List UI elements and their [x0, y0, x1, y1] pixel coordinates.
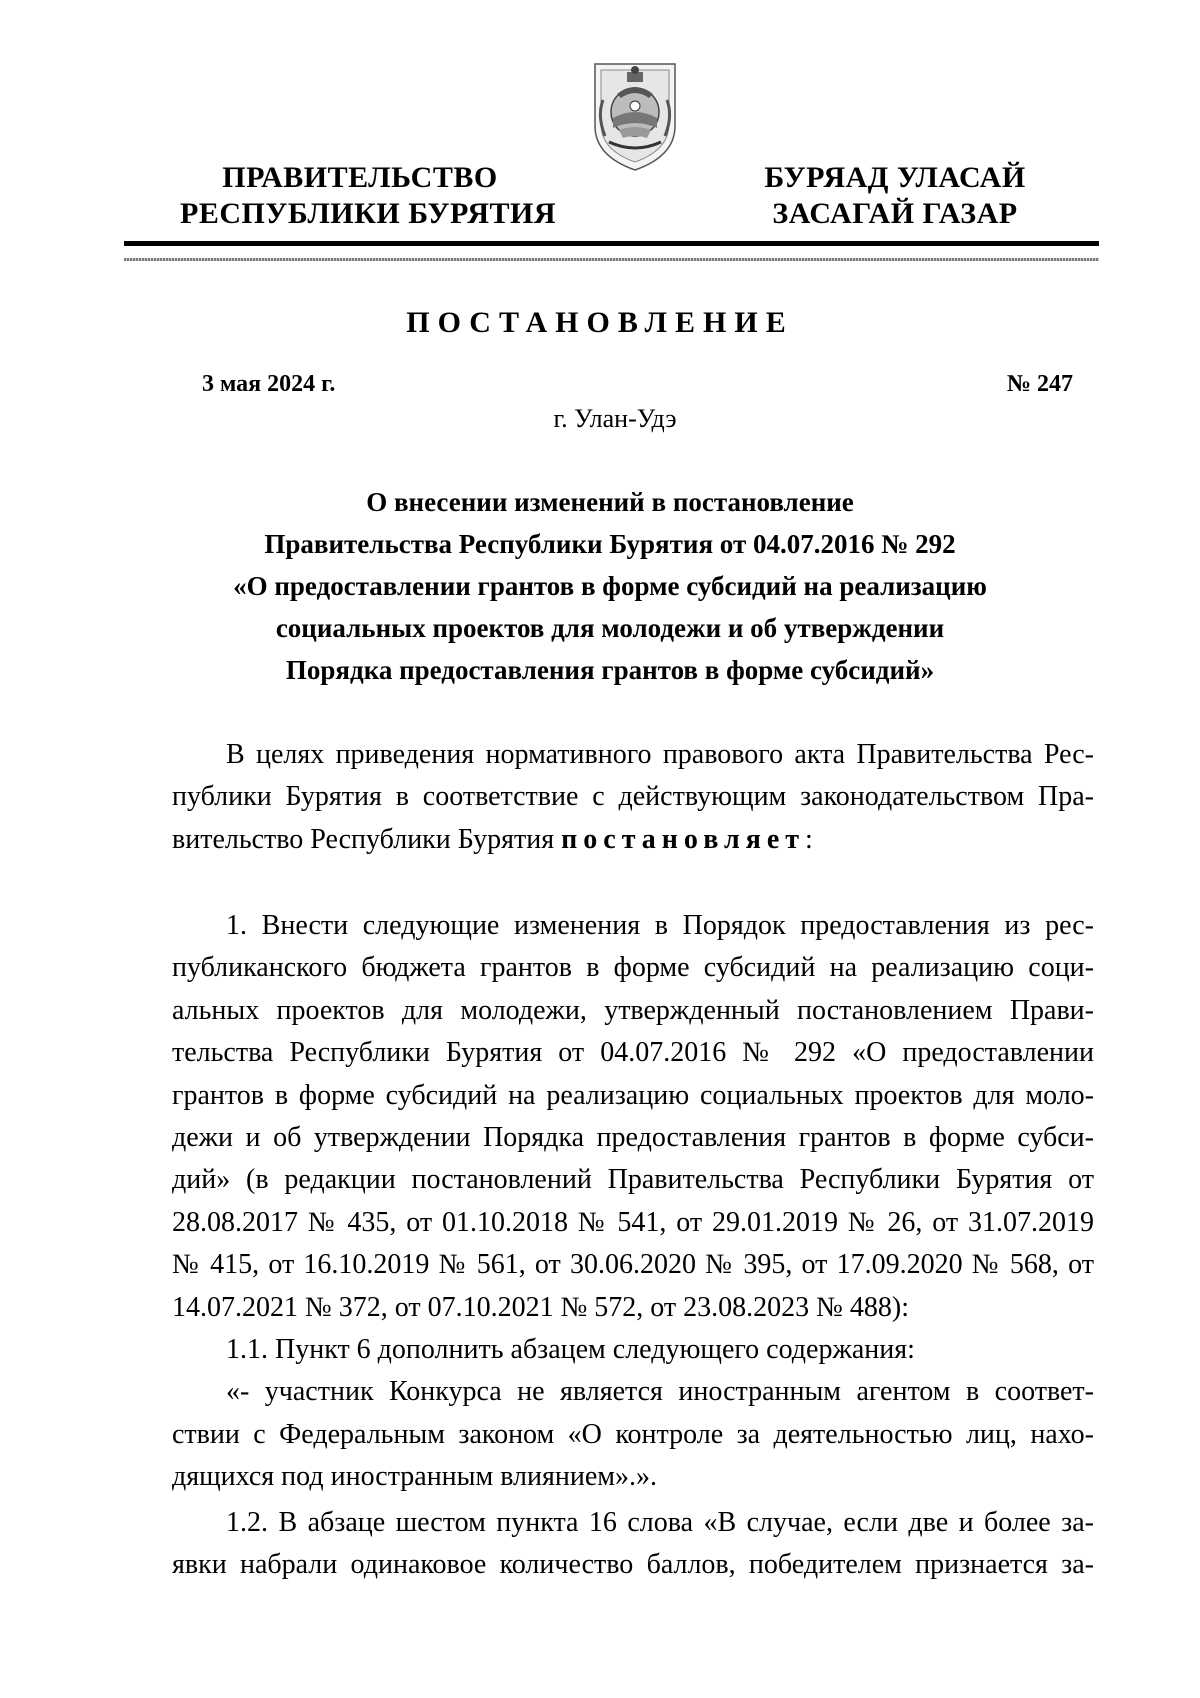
issuer-name-buryat — [750, 160, 1040, 232]
document-city: г. Улан-Удэ — [553, 404, 677, 433]
issuer-name-buryat-line1: БУРЯАД УЛАСАЙ — [764, 161, 1026, 194]
text-line: публики Бурятия в соответствие с действующим законодательством Пра- — [172, 781, 1094, 813]
text-line: 1.1. Пункт 6 дополнить абзацем следующего содержания: — [226, 1334, 915, 1365]
issuer-name-russian — [180, 160, 557, 232]
text-line: ствии с Федеральным законом «О контроле за деятельностью лиц, нахо- — [172, 1418, 1094, 1450]
title-line: Порядка предоставления грантов в форме субсидий» — [285, 655, 935, 685]
issuer-name-russian-line1: ПРАВИТЕЛЬСТВО — [222, 161, 498, 194]
text-line: 1.2. В абзаце шестом пункта 16 слова «В случае, если две и более за- — [226, 1507, 1094, 1538]
title-line: социальных проектов для молодежи и об утверждении — [275, 613, 945, 643]
clause-1-2-paragraph — [172, 1502, 1094, 1587]
document-title — [120, 481, 1100, 691]
document-type: ПОСТАНОВЛЕНИЕ — [406, 306, 794, 339]
clause-1-1-paragraph — [172, 1329, 1094, 1499]
text-line: 14.07.2021 № 372, от 07.10.2021 № 572, от 23.08.2023 № 488): — [172, 1291, 909, 1323]
text-line: публиканского бюджета грантов в форме субсидий на реализацию соци- — [172, 952, 1094, 984]
text-line: грантов в форме субсидий на реализацию социальных проектов для моло- — [172, 1079, 1094, 1111]
resolves-keyword: постановляет — [561, 823, 806, 855]
text-line: «- участник Конкурса не является иностранным агентом в соответ- — [226, 1376, 1094, 1408]
text-line: 28.08.2017 № 435, от 01.10.2018 № 541, от 29.01.2019 № 26, от 31.07.2019 — [172, 1206, 1094, 1238]
text-line: В целях приведения нормативного правового акта Правительства Рес- — [226, 739, 1094, 770]
issuer-name-buryat-line2: ЗАСАГАЙ ГАЗАР — [772, 197, 1018, 230]
preamble-colon: : — [805, 823, 813, 855]
preamble-paragraph — [172, 734, 1094, 861]
header-divider-thick — [124, 241, 1099, 246]
text-line — [172, 819, 1094, 861]
text-line: дежи и об утверждении Порядка предоставления грантов в форме субси- — [172, 1121, 1094, 1153]
text-line: 1. Внести следующие изменения в Порядок предоставления из рес- — [226, 910, 1094, 941]
title-line: Правительства Республики Бурятия от 04.07.2016 № 292 — [264, 529, 956, 559]
title-line: «О предоставлении грантов в форме субсидий на реализацию — [233, 571, 987, 601]
coat-of-arms-emblem — [589, 56, 681, 174]
text-line: явки набрали одинаковое количество баллов, победителем признается за- — [172, 1549, 1094, 1581]
document-date: 3 мая 2024 г. — [202, 371, 336, 397]
document-number: № 247 — [1006, 371, 1073, 397]
header-divider-thin — [124, 258, 1099, 261]
text-line: дящихся под иностранным влиянием».». — [172, 1461, 657, 1493]
title-line: О внесении изменений в постановление — [366, 487, 854, 517]
preamble-text: вительство Республики Бурятия — [172, 823, 562, 855]
text-line: № 415, от 16.10.2019 № 561, от 30.06.2020 № 395, от 17.09.2020 № 568, от — [172, 1249, 1094, 1281]
clause-1-paragraph — [172, 905, 1094, 1329]
issuer-name-russian-line2: РЕСПУБЛИКИ БУРЯТИЯ — [180, 197, 557, 230]
text-line: альных проектов для молодежи, утвержденный постановлением Прави- — [172, 994, 1094, 1026]
text-line: тельства Республики Бурятия от 04.07.2016 № 292 «О предоставлении — [172, 1037, 1094, 1069]
text-line: дий» (в редакции постановлений Правительства Республики Бурятия от — [172, 1164, 1094, 1196]
